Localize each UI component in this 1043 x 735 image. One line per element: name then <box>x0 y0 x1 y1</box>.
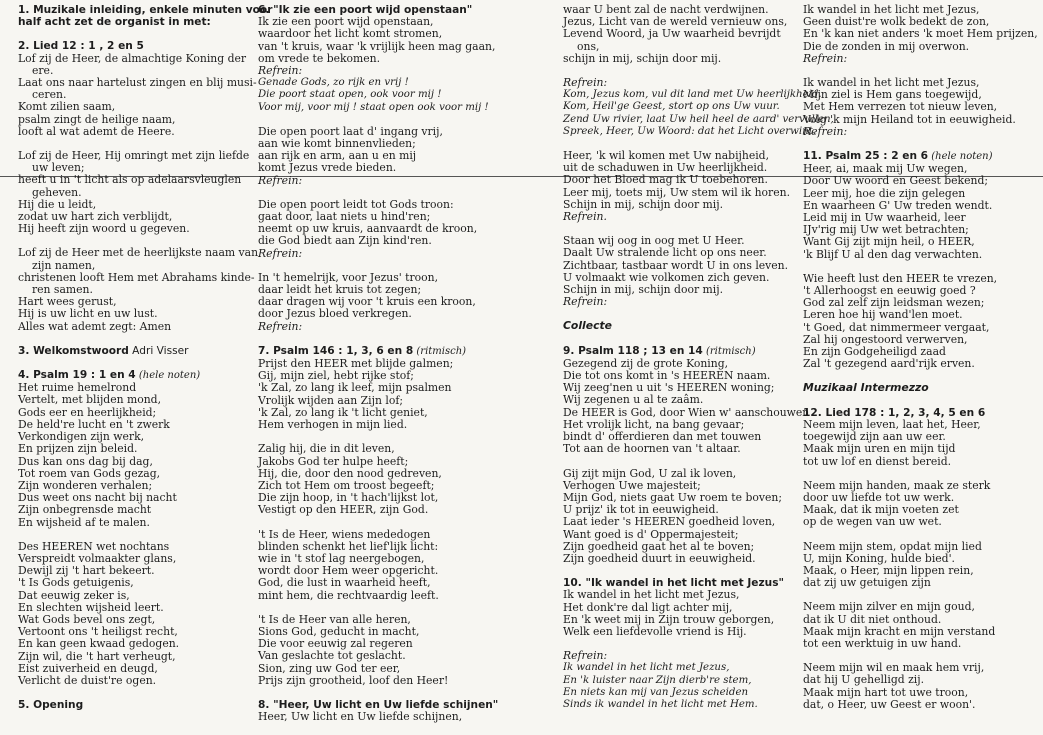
verse-line: Heer, Uw licht en Uw liefde schijnen, <box>258 710 463 724</box>
verse-line: Verlicht de duist're ogen. <box>18 673 157 687</box>
text-block <box>258 529 558 602</box>
verse-line: Dus kan ons dag bij dag, <box>18 454 153 468</box>
section-label: Muzikaal Intermezzo <box>803 381 929 395</box>
heading-text: 3. Welkomstwoord <box>18 344 129 357</box>
verse-line: En niets kan mij van Jezus scheiden <box>563 686 749 698</box>
verse-line: Die open poort laat d' ingang vrij, <box>258 124 443 138</box>
text-block <box>258 199 558 260</box>
verse-line: Laat ieder 's HEEREN goedheid loven, <box>563 515 776 529</box>
verse-line: En wijsheid af te malen. <box>18 515 150 529</box>
heading-text: 10. "Ik wandel in het licht met Jezus" <box>563 577 785 590</box>
column-3 <box>563 3 834 723</box>
verse-line: Vertoont ons 't heiligst recht, <box>18 625 178 639</box>
verse-line: blinden schenkt het lief'lijk licht: <box>258 539 439 553</box>
refrain-label: Refrein: <box>803 124 848 138</box>
verse-line: Kom, Jezus kom, vul dit land met Uw heerlijkheid. <box>563 89 822 101</box>
section-heading <box>18 699 253 711</box>
verse-line: Want goed is d' Oppermajesteit; <box>563 527 739 541</box>
refrain-label: Refrein: <box>258 246 303 260</box>
verse-line: gaat door, laat niets u hind'ren; <box>258 210 431 224</box>
verse-line: Sion, zing uw God ter eer, <box>258 661 401 675</box>
verse-line: Maak mijn hart tot uwe troon, <box>803 685 969 699</box>
verse-line: toegewijd zijn aan uw eer. <box>803 430 946 444</box>
verse-line: Geen duist're wolk bedekt de zon, <box>803 15 990 29</box>
verse-line: De held're lucht en 't zwerk <box>18 417 170 431</box>
verse-line: ren samen. <box>32 283 93 297</box>
verse-line: Maak, dat ik mijn voeten zet <box>803 503 959 517</box>
verse-line: Zichtbaar, tastbaar wordt U in ons leven. <box>563 258 789 272</box>
verse-line: Het donk're dal ligt achter mij, <box>563 600 733 614</box>
verse-line: Gij zijt mijn God, U zal ik loven, <box>563 466 737 480</box>
verse-line: 'k Zal, zo lang ik leef, mijn psalmen <box>258 381 452 395</box>
text-block <box>258 345 558 431</box>
verse-line: Die tot ons komt in 's HEEREN naam. <box>563 369 771 383</box>
verse-line: Eist zuiverheid en deugd, <box>18 661 158 675</box>
heading-text: 9. Psalm 118 ; 13 en 14 <box>563 344 703 357</box>
verse-line: Lof zij de Heer, Hij omringt met zijn liefde <box>18 149 250 163</box>
heading-note: (ritmisch) <box>413 345 467 357</box>
verse-line: Neem mijn handen, maak ze sterk <box>803 478 991 492</box>
verse-line: van 't kruis, waar 'k vrijlijk heen mag gaan, <box>258 39 496 53</box>
text-block <box>803 382 1041 394</box>
text-block <box>563 150 801 223</box>
verse-line: Spreek, Heer, Uw Woord: dat het Licht overwint. <box>563 125 817 137</box>
verse-line: En kan geen kwaad gedogen. <box>18 637 180 651</box>
verse-line: Vrolijk wijden aan Zijn lof; <box>258 393 403 407</box>
verse-line: Dewijl zij 't hart bekeert. <box>18 564 155 578</box>
verse-line: Heer, 'k wil komen met Uw nabijheid, <box>563 149 770 163</box>
text-block <box>18 246 259 333</box>
verse-line: Die voor eeuwig zal regeren <box>258 637 413 651</box>
verse-line: Zijn goedheid gaat het al te boven; <box>563 539 755 553</box>
verse-line: Lof zij de Heer, de almachtige Koning der <box>18 51 247 65</box>
verse-line: heeft u in 't licht als op adelaarsvleuglen <box>18 173 242 187</box>
verse-line: U volmaakt wie volkomen zich geven. <box>563 270 770 284</box>
text-block <box>18 345 253 357</box>
verse-line: Leid mij in Uw waarheid, leer <box>803 211 966 225</box>
refrain-label: Refrein: <box>258 173 303 187</box>
verse-line: Tot aan de hoornen van 't altaar. <box>563 442 741 456</box>
verse-line: mint hem, die rechtvaardig leeft. <box>258 588 439 602</box>
verse-line: Welk een liefdevolle vriend is Hij. <box>563 624 747 638</box>
heading-text: 4. Psalm 19 : 1 en 4 <box>18 369 136 382</box>
heading-text: 1. Muzikale inleiding, enkele minuten voor <box>18 4 273 16</box>
verse-line: U, mijn Koning, hulde bied'. <box>803 551 955 565</box>
verse-line: Zijn wonderen verhalen; <box>18 478 153 492</box>
verse-line: Tot roem van Gods gezag, <box>18 466 161 480</box>
verse-line: Leren hoe hij wand'len moet. <box>803 308 963 322</box>
verse-line: dat hij U gehelligd zij. <box>803 673 925 687</box>
verse-line: Hij is uw licht en uw lust. <box>18 307 158 321</box>
verse-line: Levend Woord, ja Uw waarheid bevrijdt <box>563 27 781 41</box>
verse-line: 't Goed, dat nimmermeer vergaat, <box>803 320 990 334</box>
refrain-label: Refrein: <box>258 319 303 333</box>
verse-line: Verkondigen zijn werk, <box>18 430 145 444</box>
text-block <box>18 40 257 138</box>
refrain-label: Refrein: <box>563 295 608 309</box>
verse-line: aan rijk en arm, aan u en mij <box>258 149 417 163</box>
verse-line: Ik wandel in het licht met Jezus, <box>803 76 980 90</box>
verse-line: Wat Gods bevel ons zegt, <box>18 612 156 626</box>
verse-line: Maak mijn uren en mijn tijd <box>803 442 956 456</box>
verse-line: psalm zingt de heilige naam, <box>18 112 176 126</box>
verse-line: Schijn in mij, schijn door mij. <box>563 197 724 211</box>
heading-note: (hele noten) <box>928 151 993 163</box>
text-block <box>258 699 558 723</box>
verse-line: uw leven; <box>32 161 85 175</box>
text-block <box>803 273 1041 371</box>
verse-line: Zal hij ongestoord verwerven, <box>803 332 968 346</box>
heading-speaker: Adri Visser <box>128 344 189 357</box>
text-block <box>803 480 1041 529</box>
verse-line: Maak, o Heer, mijn lippen rein, <box>803 563 974 577</box>
verse-line: God zal zelf zijn leidsman wezen; <box>803 296 985 310</box>
verse-line: door uw liefde tot uw werk. <box>803 490 955 504</box>
verse-line: bindt d' offerdieren dan met touwen <box>563 430 762 444</box>
heading-note: (ritmisch) <box>702 345 756 357</box>
verse-line: Kom, Heil'ge Geest, stort op ons Uw vuur. <box>563 101 780 113</box>
verse-line: Dus weet ons nacht bij nacht <box>18 491 177 505</box>
verse-line: IJv'rig mij Uw wet betrachten; <box>803 223 969 237</box>
heading-text: 8. "Heer, Uw licht en Uw liefde schijnen" <box>258 698 499 711</box>
verse-line: 'k Zal, zo lang ik 't licht geniet, <box>258 405 428 419</box>
verse-line: En 'k luister naar Zijn dierb're stem, <box>563 674 752 686</box>
text-block <box>18 4 273 29</box>
text-block <box>803 150 1041 261</box>
verse-line: Lof zij de Heer met de heerlijkste naam van <box>18 246 259 260</box>
verse-line: En zijn Godgeheiligd zaad <box>803 345 946 359</box>
verse-line: Gezegend zij de grote Koning, <box>563 356 729 370</box>
verse-line: Door het Bloed mag ik U toebehoren. <box>563 173 768 187</box>
text-block <box>803 77 1041 138</box>
text-block <box>803 601 1041 650</box>
verse-line: Laat ons naar hartelust zingen en blij musi- <box>18 76 257 90</box>
verse-line: 't Is de Heer van alle heren, <box>258 612 411 626</box>
verse-line: Neem mijn leven, laat het, Heer, <box>803 417 981 431</box>
verse-line: Verspreidt volmaakter glans, <box>18 551 177 565</box>
verse-line: Zend Uw rivier, laat Uw heil heel de aard' vervullen, <box>563 113 834 125</box>
verse-line: Jakobs God ter hulpe heeft; <box>258 454 409 468</box>
verse-line: dat, o Heer, uw Geest er woon'. <box>803 697 976 711</box>
verse-line: op de wegen van uw wet. <box>803 515 942 529</box>
verse-line: Wij zegenen u al te zaâm. <box>563 393 704 407</box>
verse-line: En prijzen zijn beleid. <box>18 442 138 456</box>
section-heading <box>563 345 801 358</box>
verse-line: Neem mijn zilver en mijn goud, <box>803 600 975 614</box>
column-2 <box>258 4 558 735</box>
verse-line: Zijn goedheid duurt in eeuwigheid. <box>563 551 756 565</box>
text-block <box>803 541 1041 590</box>
verse-line: uit de schaduwen in Uw heerlijkheid. <box>563 161 768 175</box>
verse-line: daar dragen wij voor 't kruis een kroon, <box>258 295 476 309</box>
verse-line: Ik wandel in het licht met Jezus, <box>803 3 980 16</box>
verse-line: Ik wandel in het licht met Jezus, <box>563 662 730 674</box>
verse-line: Genade Gods, zo rijk en vrij ! <box>258 77 409 89</box>
verse-line: looft al wat ademt de Heere. <box>18 124 175 138</box>
verse-line: Gods eer en heerlijkheid; <box>18 405 157 419</box>
heading-text: 6. "Ik zie een poort wijd openstaan" <box>258 4 473 16</box>
refrain-label: Refrein. <box>563 210 607 224</box>
verse-line: Voor mij, voor mij ! staat open ook voor mij ! <box>258 101 489 113</box>
verse-line: Zijn onbegrensde macht <box>18 503 152 517</box>
heading-note: (hele noten) <box>135 370 201 382</box>
verse-line: Verhogen Uwe majesteit; <box>563 478 701 492</box>
verse-line: En waarheen G' Uw treden wendt. <box>803 198 993 212</box>
verse-line: Vertelt, met blijden mond, <box>18 393 162 407</box>
text-block <box>18 150 253 235</box>
verse-line: geheven. <box>32 185 82 199</box>
verse-line: om vrede te bekomen. <box>258 51 381 65</box>
verse-line: zodat uw hart zich verblijdt, <box>18 210 173 224</box>
section-heading <box>18 345 253 357</box>
verse-line: wie in 't stof lag neergebogen, <box>258 551 425 565</box>
verse-line: Door Uw woord en Geest bekend; <box>803 174 988 188</box>
verse-line: U prijz' ik tot in eeuwigheid. <box>563 503 719 517</box>
section-label: Collecte <box>563 319 612 333</box>
verse-line: Met Hem verrezen tot nieuw leven, <box>803 100 998 114</box>
verse-line: Neem mijn wil en maak hem vrij, <box>803 661 985 675</box>
verse-line: Hem verhogen in mijn lied. <box>258 418 408 432</box>
text-block <box>258 443 558 516</box>
verse-line: Jezus, Licht van de wereld vernieuw ons, <box>563 15 788 29</box>
text-block <box>258 4 558 114</box>
verse-line: 't Allerhoogst en eeuwig goed ? <box>803 284 976 298</box>
text-block <box>563 344 810 456</box>
text-block <box>803 407 1041 468</box>
verse-line: Hart wees gerust, <box>18 295 117 309</box>
heading-text: 12. Lied 178 : 1, 2, 3, 4, 5 en 6 <box>803 406 986 419</box>
refrain-label: Refrein: <box>803 51 848 65</box>
text-block <box>803 662 1041 711</box>
verse-line: ere. <box>32 63 54 77</box>
verse-line: Zich tot Hem om troost begeeft; <box>258 478 435 492</box>
text-block <box>18 699 253 711</box>
verse-line: Leer mij, toets mij, Uw stem wil ik horen. <box>563 185 790 199</box>
verse-line: Prijs zijn grootheid, loof den Heer! <box>258 673 449 687</box>
heading-text: 7. Psalm 146 : 1, 3, 6 en 8 <box>258 344 414 357</box>
text-block <box>563 468 801 566</box>
verse-line: Zal 't gezegend aard'rijk erven. <box>803 357 975 371</box>
verse-line: Wij zeeg'nen u uit 's HEEREN woning; <box>563 381 775 395</box>
verse-line: neemt op uw kruis, aanvaardt de kroon, <box>258 222 478 236</box>
text-block <box>258 272 558 333</box>
text-block <box>258 614 558 687</box>
verse-line: Van geslachte tot geslacht. <box>258 649 406 663</box>
verse-line: Staan wij oog in oog met U Heer. <box>563 234 745 248</box>
verse-line: Komt zilien saam, <box>18 100 116 114</box>
verse-line: Neem mijn stem, opdat mijn lied <box>803 539 982 553</box>
verse-line: Vestigt op den HEER, zijn God. <box>258 503 429 517</box>
verse-line: Sions God, geducht in macht, <box>258 624 420 638</box>
section-heading <box>18 40 253 52</box>
verse-line: Dat eeuwig zeker is, <box>18 588 130 602</box>
verse-line: Die zijn hoop, in 't hach'lijkst lot, <box>258 491 439 505</box>
heading-text: 11. Psalm 25 : 2 en 6 <box>803 150 929 163</box>
text-block <box>563 650 801 711</box>
verse-line: daar leidt het kruis tot zegen; <box>258 283 422 297</box>
verse-line: Gij, mijn ziel, hebt rijke stof; <box>258 369 414 383</box>
text-block <box>563 235 801 308</box>
verse-line: Mijn God, niets gaat Uw roem te boven; <box>563 490 782 504</box>
verse-line: die God biedt aan Zijn kind'ren. <box>258 234 432 248</box>
heading-text: 2. Lied 12 : 1 , 2 en 5 <box>18 40 144 53</box>
verse-line: 't Is de Heer, wiens mededogen <box>258 527 431 541</box>
verse-line: Schijn in mij, schijn door mij. <box>563 283 724 297</box>
verse-line: tot uw lof en dienst bereid. <box>803 454 952 468</box>
text-block <box>18 541 253 687</box>
verse-line: Sinds ik wandel in het licht met Hem. <box>563 698 758 710</box>
verse-line: schijn in mij, schijn door mij. <box>563 51 722 65</box>
verse-line: Die open poort leidt tot Gods troon: <box>258 197 454 211</box>
verse-line: En 'k kan niet anders 'k moet Hem prijzen, <box>803 27 1038 41</box>
verse-line: Maak mijn kracht en mijn verstand <box>803 624 996 638</box>
verse-line: Zijn wil, die 't hart verheugt, <box>18 649 176 663</box>
verse-line: 't Is Gods getuigenis, <box>18 576 134 590</box>
verse-line: christenen looft Hem met Abrahams kinde- <box>18 270 255 284</box>
verse-line: Daalt Uw stralende licht op ons neer. <box>563 246 767 260</box>
text-block <box>563 577 801 638</box>
verse-line: dat zij uw getuigen zijn <box>803 576 931 590</box>
verse-line: ons, <box>577 39 600 53</box>
verse-line: waar U bent zal de nacht verdwijnen. <box>563 3 769 16</box>
text-block <box>563 4 801 65</box>
verse-line: Zalig hij, die in dit leven, <box>258 442 395 456</box>
verse-line: Ik zie een poort wijd openstaan, <box>258 15 434 29</box>
section-heading <box>18 4 273 16</box>
text-block <box>258 126 558 187</box>
verse-line: Alles wat ademt zegt: Amen <box>18 319 172 333</box>
verse-line: Hij die u leidt, <box>18 197 97 211</box>
verse-line: tot een werktuig in uw hand. <box>803 636 962 650</box>
verse-line: En 'k weet mij in Zijn trouw geborgen, <box>563 612 775 626</box>
verse-line: Ik wandel in het licht met Jezus, <box>563 588 740 602</box>
verse-line: En slechten wijsheid leert. <box>18 600 164 614</box>
verse-line: komt Jezus vrede bieden. <box>258 161 397 175</box>
verse-line: 'k Blijf U al den dag verwachten. <box>803 247 983 261</box>
verse-line: ceren. <box>32 88 67 102</box>
text-block <box>563 76 834 138</box>
verse-line: Volg 'k mijn Heiland tot in eeuwigheid. <box>803 112 1016 126</box>
verse-line: Des HEEREN wet nochtans <box>18 539 170 553</box>
verse-line: Die poort staat open, ook voor mij ! <box>258 89 442 101</box>
verse-line: half acht zet de organist in met: <box>18 16 211 29</box>
verse-line: De HEER is God, door Wien w' aanschouwen <box>563 405 810 419</box>
verse-line: Het vrolijk licht, na bang gevaar; <box>563 417 745 431</box>
verse-line: Heer, ai, maak mij Uw wegen, <box>803 162 968 176</box>
verse-line: Want Gij zijt mijn heil, o HEER, <box>803 235 975 249</box>
heading-text: 5. Opening <box>18 699 84 712</box>
verse-line: door Jezus bloed verkregen. <box>258 307 412 321</box>
verse-line: aan wie komt binnenvlieden; <box>258 137 416 151</box>
verse-line: waardoor het licht komt stromen, <box>258 27 443 41</box>
verse-line: dat ik U dit niet onthoud. <box>803 612 942 626</box>
refrain-label: Refrein: <box>563 76 608 90</box>
verse-line: God, die lust in waarheid heeft, <box>258 576 431 590</box>
verse-line: Hij, die, door den nood gedreven, <box>258 466 442 480</box>
refrain-label: Refrein: <box>563 649 608 663</box>
text-block <box>803 4 1041 65</box>
column-4 <box>803 4 1041 723</box>
column-1 <box>18 4 273 723</box>
verse-line: Hij heeft zijn woord u gegeven. <box>18 222 190 236</box>
refrain-label: Refrein: <box>258 64 303 78</box>
verse-line: Mijn ziel is Hem gans toegewijd, <box>803 88 982 102</box>
verse-line: Leer mij, hoe die zijn gelegen <box>803 186 966 200</box>
verse-line: Prijst den HEER met blijde galmen; <box>258 357 454 371</box>
text-block <box>18 369 253 529</box>
verse-line: Wie heeft lust den HEER te vrezen, <box>803 271 998 285</box>
verse-line: wordt door Hem weer opgericht. <box>258 564 439 578</box>
verse-line: zijn namen, <box>32 258 96 272</box>
verse-line: In 't hemelrijk, voor Jezus' troon, <box>258 270 439 284</box>
verse-line: Het ruime hemelrond <box>18 381 137 395</box>
text-block <box>563 320 801 332</box>
verse-line: Die de zonden in mij overwon. <box>803 39 970 53</box>
